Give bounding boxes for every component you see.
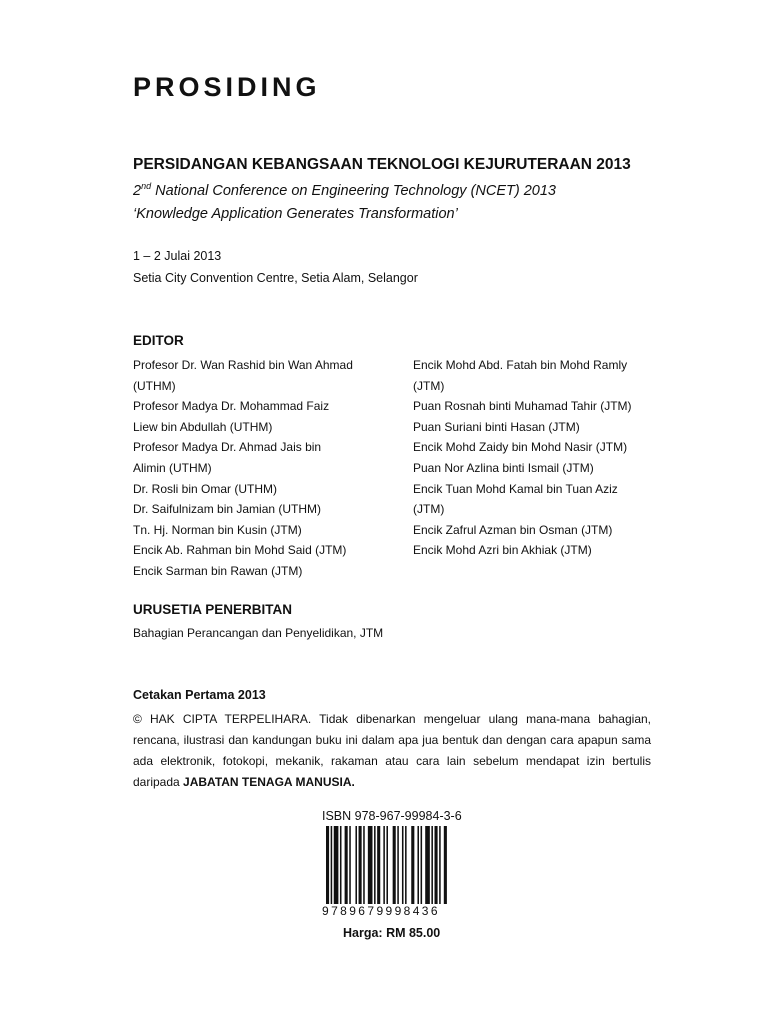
printing-edition: Cetakan Pertama 2013 (133, 688, 266, 702)
ordinal-number: 2 (133, 182, 142, 199)
editor-list-left (133, 355, 398, 582)
ordinal-suffix: nd (141, 181, 152, 191)
barcode-bar (374, 826, 376, 904)
barcode-bar (425, 826, 430, 904)
conference-theme: ‘Knowledge Application Generates Transformation’ (133, 206, 458, 222)
copyright-body: © HAK CIPTA TERPELIHARA. Tidak dibenarkan mengeluar ulang mana-mana bahagian, rencana, ilustrasi dan kandungan buku ini dalam apa jua bentuk dan dengan cara apapun sama ada elektronik, fotokopi, mekanik, rakaman atau cara lain sebelum mendapat izin bertulis daripada (133, 712, 651, 789)
secretariat-heading: URUSETIA PENERBITAN (133, 602, 293, 617)
editor-heading: EDITOR (133, 333, 184, 348)
copyright-notice (133, 709, 651, 793)
editor-entry: (JTM) (413, 502, 445, 517)
editor-entry: Encik Tuan Mohd Kamal bin Tuan Aziz (413, 481, 618, 496)
editor-entry: (UTHM) (133, 378, 176, 393)
barcode-bar (359, 826, 362, 904)
barcode-bar (377, 826, 380, 904)
conference-name: PERSIDANGAN KEBANGSAAN TEKNOLOGI KEJURUTERAAN 2013 (133, 156, 631, 173)
price: Harga: RM 85.00 (343, 926, 441, 940)
editor-entry: Alimin (UTHM) (133, 460, 212, 475)
editor-list-right (413, 355, 663, 561)
editor-entry: (JTM) (413, 378, 445, 393)
barcode-bar (393, 826, 396, 904)
editor-entry: Profesor Madya Dr. Ahmad Jais bin (133, 440, 322, 455)
editor-entry: Encik Mohd Azri bin Akhiak (JTM) (413, 543, 592, 558)
editor-entry: Encik Ab. Rahman bin Mohd Said (JTM) (133, 543, 347, 558)
barcode-bar (349, 826, 351, 904)
barcode-bar (431, 826, 433, 904)
conference-date: 1 – 2 Julai 2013 (133, 249, 222, 263)
barcode-bar (417, 826, 419, 904)
editor-entry: Dr. Saifulnizam bin Jamian (UTHM) (133, 502, 322, 517)
conference-english-rest: National Conference on Engineering Technology (NCET) 2013 (151, 182, 556, 199)
isbn-digits: 9789679998436 (322, 904, 450, 918)
copyright-org: JABATAN TENAGA MANUSIA. (183, 775, 355, 789)
editor-entry: Puan Nor Azlina binti Ismail (JTM) (413, 460, 594, 475)
barcode-bar (435, 826, 438, 904)
editor-entry: Encik Zafrul Azman bin Osman (JTM) (413, 522, 613, 537)
editor-entry: Encik Mohd Zaidy bin Mohd Nasir (JTM) (413, 440, 628, 455)
barcode-bar (355, 826, 357, 904)
editor-entry: Puan Rosnah binti Muhamad Tahir (JTM) (413, 399, 632, 414)
barcode-bar (368, 826, 373, 904)
barcode-bar (411, 826, 414, 904)
editor-entry: Profesor Madya Dr. Mohammad Faiz (133, 399, 330, 414)
conference-venue: Setia City Convention Centre, Setia Alam, Selangor (133, 271, 418, 285)
barcode-bar (386, 826, 388, 904)
barcode-bar (345, 826, 348, 904)
editor-entry: Puan Suriani binti Hasan (JTM) (413, 419, 580, 434)
page-title: PROSIDING (133, 72, 321, 102)
barcode-bar (421, 826, 423, 904)
barcode-bar (363, 826, 365, 904)
barcode-bar (405, 826, 407, 910)
isbn-label: ISBN 978-967-99984-3-6 (322, 809, 462, 823)
editor-entry: Dr. Rosli bin Omar (UTHM) (133, 481, 278, 496)
editor-entry: Encik Sarman bin Rawan (JTM) (133, 563, 303, 578)
barcode-bar (439, 826, 441, 904)
barcode-icon (322, 826, 450, 910)
barcode-bar (326, 826, 329, 910)
barcode-bar (397, 826, 399, 904)
barcode-bar (444, 826, 447, 904)
editor-entry: Encik Mohd Abd. Fatah bin Mohd Ramly (413, 358, 628, 372)
barcode-bar (331, 826, 333, 910)
barcode-bar (334, 826, 339, 904)
editor-entry: Liew bin Abdullah (UTHM) (133, 419, 273, 434)
barcode-bar (402, 826, 404, 904)
conference-english-name (133, 181, 556, 199)
editor-entry: Profesor Dr. Wan Rashid bin Wan Ahmad (133, 358, 353, 372)
editor-entry: Tn. Hj. Norman bin Kusin (JTM) (133, 522, 302, 537)
secretariat-text: Bahagian Perancangan dan Penyelidikan, JTM (133, 626, 384, 640)
barcode-bar (340, 826, 342, 904)
barcode-bar (383, 826, 385, 904)
